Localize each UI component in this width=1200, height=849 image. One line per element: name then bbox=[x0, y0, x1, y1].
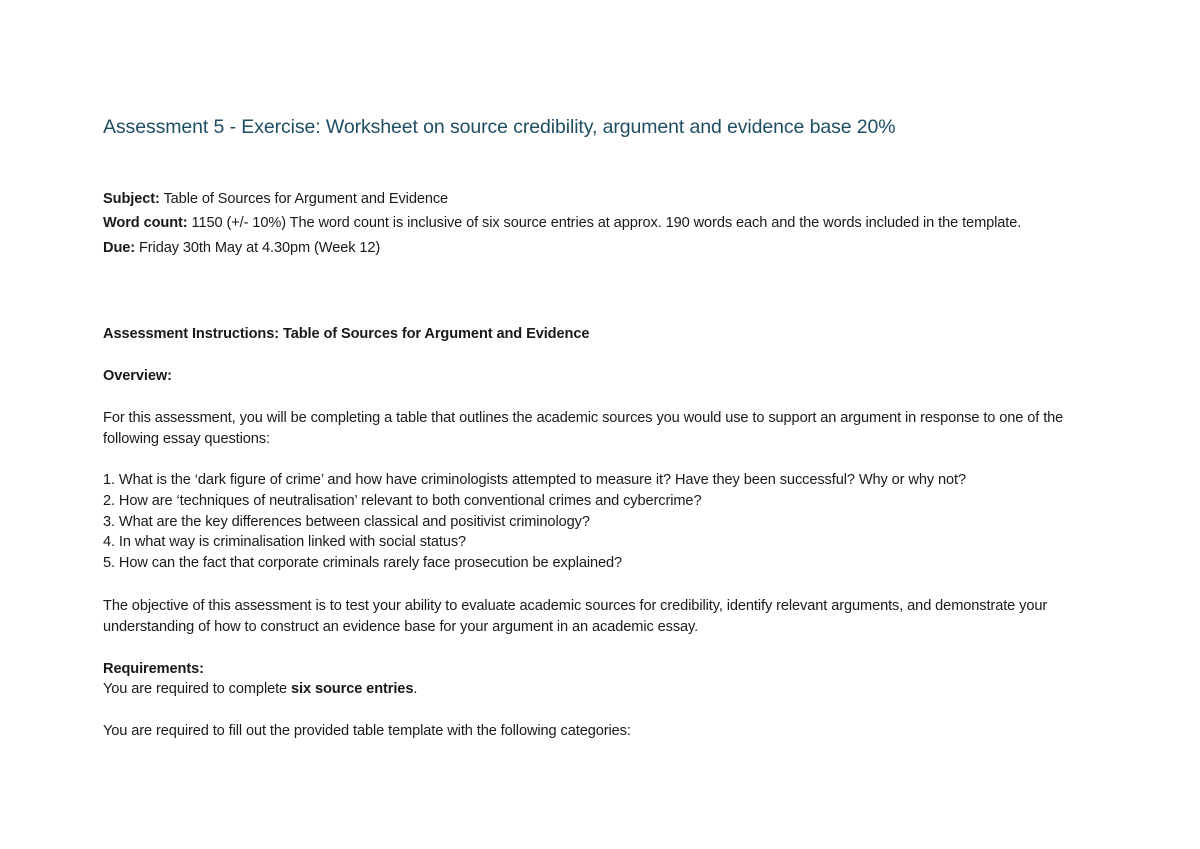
requirements-heading: Requirements: bbox=[103, 661, 204, 677]
requirements-prefix: You are required to complete bbox=[103, 681, 292, 697]
list-item: 5. How can the fact that corporate criminals rarely face prosecution be explained? bbox=[103, 555, 623, 572]
requirements-suffix: . bbox=[413, 681, 418, 697]
template-instructions: You are required to fill out the provided table template with the following categories: bbox=[103, 723, 631, 739]
assessment-meta bbox=[103, 187, 1098, 260]
due-label: Due: bbox=[103, 239, 136, 256]
list-item: 4. In what way is criminalisation linked with social status? bbox=[103, 534, 467, 551]
essay-questions-list bbox=[103, 470, 966, 574]
overview-heading: Overview: bbox=[103, 368, 172, 384]
objective-text: The objective of this assessment is to test your ability to evaluate academic sources for credibility, identify relevant arguments, and demonstrate your understanding of how to construct an evidence base for your argument in an academic essay. bbox=[103, 598, 1048, 635]
list-item: 3. What are the key differences between classical and positivist criminology? bbox=[103, 513, 590, 530]
wordcount-value: 1150 (+/- 10%) The word count is inclusive of six source entries at approx. 190 words each and the words included in the template. bbox=[187, 215, 1022, 232]
requirements-line bbox=[103, 679, 417, 699]
due-value: Friday 30th May at 4.30pm (Week 12) bbox=[135, 239, 381, 256]
instructions-heading: Assessment Instructions: Table of Sources for Argument and Evidence bbox=[103, 326, 590, 342]
subject-line bbox=[103, 187, 1098, 211]
due-line bbox=[103, 236, 1098, 260]
subject-value: Table of Sources for Argument and Evidence bbox=[159, 191, 449, 207]
page-title: Assessment 5 - Exercise: Worksheet on source credibility, argument and evidence base 20% bbox=[103, 116, 896, 138]
list-item: 1. What is the ‘dark figure of crime’ and how have criminologists attempted to measure it? Have they been successful? Why or why not? bbox=[103, 472, 967, 488]
list-item: 2. How are ‘techniques of neutralisation’ relevant to both conventional crimes and cybercrime? bbox=[103, 492, 702, 509]
wordcount-label: Word count: bbox=[103, 215, 188, 232]
requirements-emphasis: six source entries bbox=[291, 681, 414, 697]
overview-text: For this assessment, you will be completing a table that outlines the academic sources you would use to support an argument in response to one of the following essay questions: bbox=[103, 410, 1064, 447]
subject-label: Subject: bbox=[103, 191, 160, 207]
wordcount-line bbox=[103, 211, 1098, 235]
